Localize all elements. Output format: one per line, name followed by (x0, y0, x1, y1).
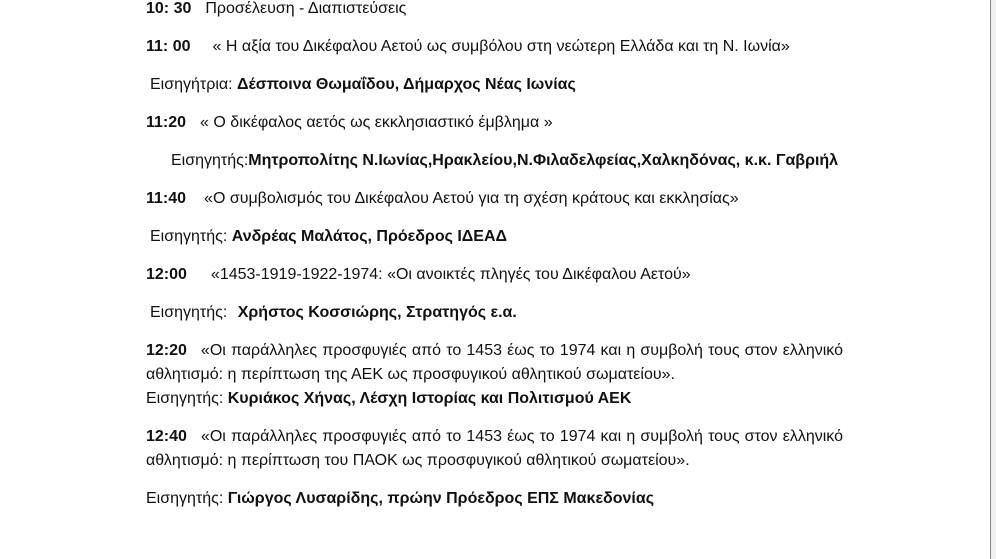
schedule-item-1200 (146, 263, 843, 287)
session-title: «Οι παράλληλες προσφυγιές από το 1453 έως το 1974 και η συμβολή τους στον ελληνικό αθλητισμό: η περίπτωση της ΑΕΚ ως προσφυγικού αθλητικού σωματείου». (146, 342, 843, 383)
speaker-line-1200 (146, 301, 843, 325)
session-title: « Η αξία του Δικέφαλου Αετού ως συμβόλου στη νεώτερη Ελλάδα και τη Ν. Ιωνία» (212, 38, 790, 55)
speaker-line-1240 (146, 487, 843, 511)
schedule-item-1220 (146, 339, 843, 411)
schedule-item-1030 (146, 0, 843, 21)
speaker-label: Εισηγητής: (171, 152, 249, 169)
schedule-item-1100 (146, 35, 843, 59)
session-time: 12:40 (146, 428, 187, 445)
speaker-label: Εισηγητής: (150, 228, 228, 245)
speaker-label: Εισηγητής: (150, 304, 228, 321)
schedule-item-1120 (146, 111, 843, 135)
speaker-line-1100 (146, 73, 843, 97)
speaker-name: Δέσποινα Θωμαΐδου, Δήμαρχος Νέας Ιωνίας (237, 76, 576, 93)
session-time: 12:20 (146, 342, 187, 359)
speaker-label: Εισηγητής: (146, 390, 224, 407)
speaker-label: Εισηγήτρια: (150, 76, 233, 93)
schedule-item-1240 (146, 425, 843, 473)
page-margin-shade (991, 0, 996, 559)
program-schedule (146, 0, 843, 525)
session-time: 10: 30 (146, 0, 192, 17)
speaker-label: Εισηγητής: (146, 490, 224, 507)
session-title: Προσέλευση - Διαπιστεύσεις (205, 0, 407, 17)
session-time: 12:00 (146, 266, 187, 283)
session-title: «Οι παράλληλες προσφυγιές από το 1453 έως το 1974 και η συμβολή τους στον ελληνικό αθλητισμό: η περίπτωση του ΠΑΟΚ ως προσφυγικού αθλητικού σωματείου». (146, 428, 843, 469)
session-title: «1453-1919-1922-1974: «Οι ανοικτές πληγές του Δικέφαλου Αετού» (210, 266, 691, 283)
session-time: 11:40 (146, 190, 187, 207)
schedule-item-1140 (146, 187, 843, 211)
speaker-name: Μητροπολίτης Ν.Ιωνίας,Ηρακλείου,Ν.Φιλαδελφείας,Χαλκηδόνας, κ.κ. Γαβριήλ (248, 152, 839, 169)
speaker-name: Χρήστος Κοσσιώρης, Στρατηγός ε.α. (237, 304, 517, 321)
session-title: « Ο δικέφαλος αετός ως εκκλησιαστικό έμβλημα » (200, 114, 553, 131)
speaker-line-1140 (146, 225, 843, 249)
speaker-line-1120 (146, 149, 843, 173)
speaker-name: Ανδρέας Μαλάτος, Πρόεδρος ΙΔΕΑΔ (231, 228, 508, 245)
speaker-name: Γιώργος Λυσαρίδης, πρώην Πρόεδρος ΕΠΣ Μακεδονίας (227, 490, 655, 507)
speaker-name: Κυριάκος Χήνας, Λέσχη Ιστορίας και Πολιτισμού ΑΕΚ (227, 390, 632, 407)
session-time: 11:20 (146, 114, 187, 131)
session-time: 11: 00 (146, 38, 191, 55)
session-title: «Ο συμβολισμός του Δικέφαλου Αετού για τη σχέση κράτους και εκκλησίας» (204, 190, 739, 207)
